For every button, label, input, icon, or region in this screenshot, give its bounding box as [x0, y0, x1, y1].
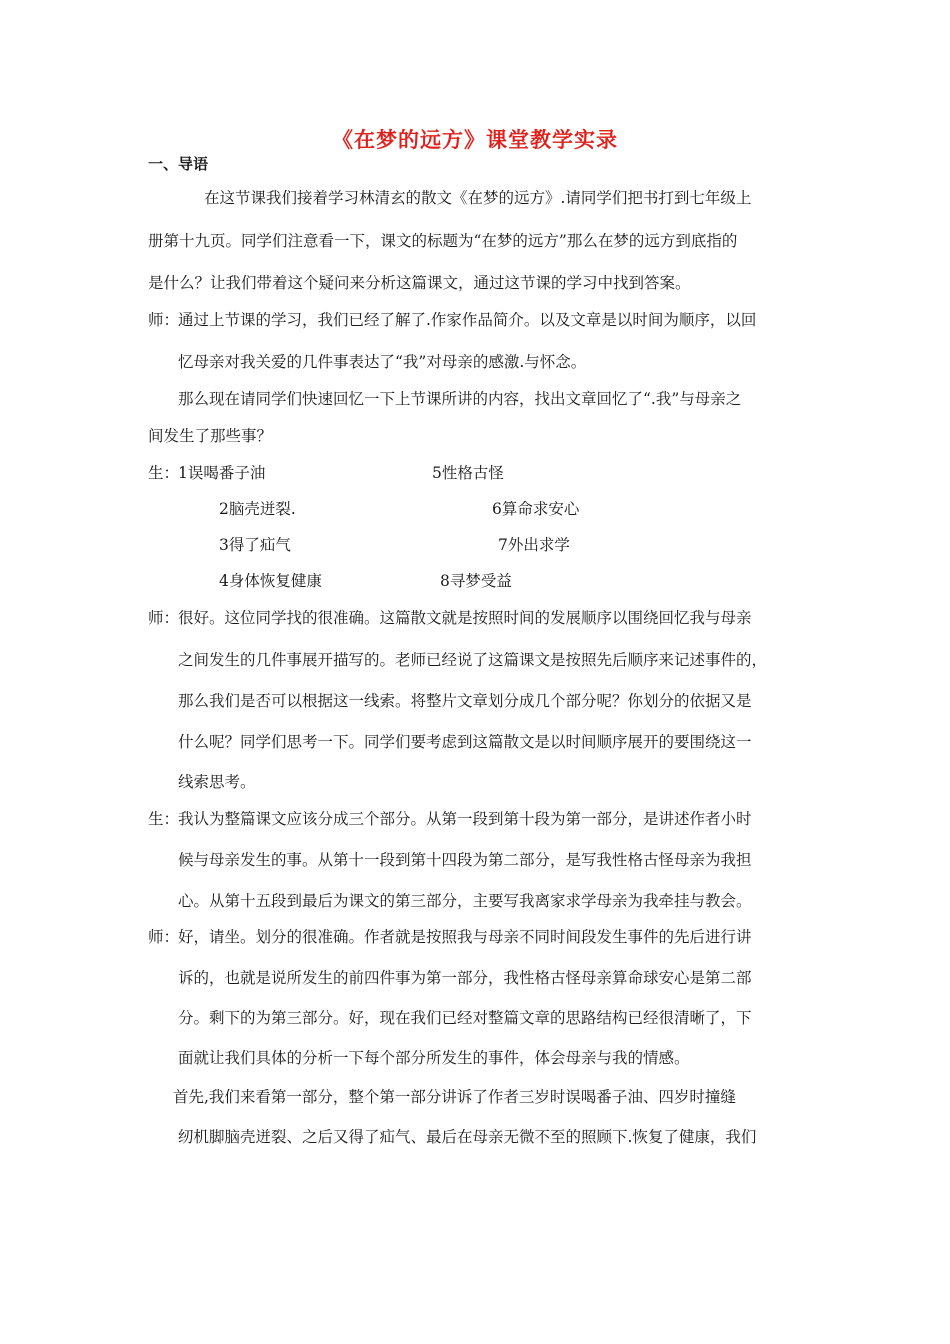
teacher-line: 很好。这位同学找的很准确。这篇散文就是按照时间的发展顺序以围绕回忆我与母亲	[178, 609, 752, 627]
teacher-line: 间发生了那些事？	[148, 427, 273, 445]
intro-line: 在这节课我们接着学习林清玄的散文《在梦的远方》.请同学们把书打到七年级上	[204, 189, 752, 207]
section-heading: 一、导语	[148, 155, 209, 173]
closing-line: 首先,我们来看第一部分，整个第一部分讲诉了作者三岁时误喝番子油、四岁时撞缝	[173, 1088, 736, 1106]
event-item: 1误喝番子油	[178, 464, 266, 482]
teacher-line: 分。剩下的为第三部分。好，现在我们已经对整篇文章的思路结构已经很清晰了，下	[178, 1009, 752, 1027]
teacher-line: 忆母亲对我关爱的几件事表达了“我”对母亲的感激.与怀念。	[178, 353, 587, 371]
teacher-line: 之间发生的几件事展开描写的。老师已经说了这篇课文是按照先后顺序来记述事件的，	[178, 651, 768, 669]
event-item: 8寻梦受益	[440, 572, 512, 590]
event-item: 7外出求学	[498, 536, 570, 554]
event-item: 2脑壳迸裂.	[219, 500, 296, 518]
teacher-line: 什么呢？同学们思考一下。同学们要考虑到这篇散文是以时间顺序展开的要围绕这一	[178, 733, 752, 751]
teacher-label: 师：	[148, 928, 180, 946]
teacher-line: 面就让我们具体的分析一下每个部分所发生的事件，体会母亲与我的情感。	[178, 1049, 690, 1067]
teacher-line: 那么现在请同学们快速回忆一下上节课所讲的内容，找出文章回忆了“.我”与母亲之	[178, 390, 742, 408]
event-item: 3得了疝气	[219, 536, 291, 554]
student-line: 我认为整篇课文应该分成三个部分。从第一段到第十段为第一部分，是讲述作者小时	[178, 810, 752, 828]
event-item: 6算命求安心	[492, 500, 580, 518]
teacher-line: 那么我们是否可以根据这一线索。将整片文章划分成几个部分呢？你划分的依据又是	[178, 692, 752, 710]
intro-line: 册第十九页。同学们注意看一下，课文的标题为“在梦的远方”那么在梦的远方到底指的	[148, 232, 738, 250]
teacher-line: 通过上节课的学习，我们已经了解了.作家作品简介。以及文章是以时间为顺序，以回	[178, 311, 757, 329]
teacher-label: 师：	[148, 609, 180, 627]
closing-line: 纫机脚脑壳迸裂、之后又得了疝气、最后在母亲无微不至的照顾下.恢复了健康，我们	[178, 1128, 757, 1146]
document-title: 《在梦的远方》课堂教学实录	[332, 128, 618, 152]
student-line: 心。从第十五段到最后为课文的第三部分，主要写我离家求学母亲为我牵挂与教会。	[178, 892, 752, 910]
teacher-label: 师：	[148, 311, 180, 329]
event-item: 4身体恢复健康	[219, 572, 322, 590]
student-line: 候与母亲发生的事。从第十一段到第十四段为第二部分，是写我性格古怪母亲为我担	[178, 851, 752, 869]
student-label: 生：	[148, 810, 180, 828]
intro-line: 是什么？让我们带着这个疑问来分析这篇课文，通过这节课的学习中找到答案。	[148, 274, 691, 292]
teacher-line: 好，请坐。划分的很准确。作者就是按照我与母亲不同时间段发生事件的先后进行讲	[178, 928, 752, 946]
teacher-line: 线索思考。	[178, 773, 256, 791]
student-label: 生：	[148, 464, 180, 482]
teacher-line: 诉的，也就是说所发生的前四件事为第一部分，我性格古怪母亲算命球安心是第二部	[178, 969, 752, 987]
event-item: 5性格古怪	[432, 464, 504, 482]
